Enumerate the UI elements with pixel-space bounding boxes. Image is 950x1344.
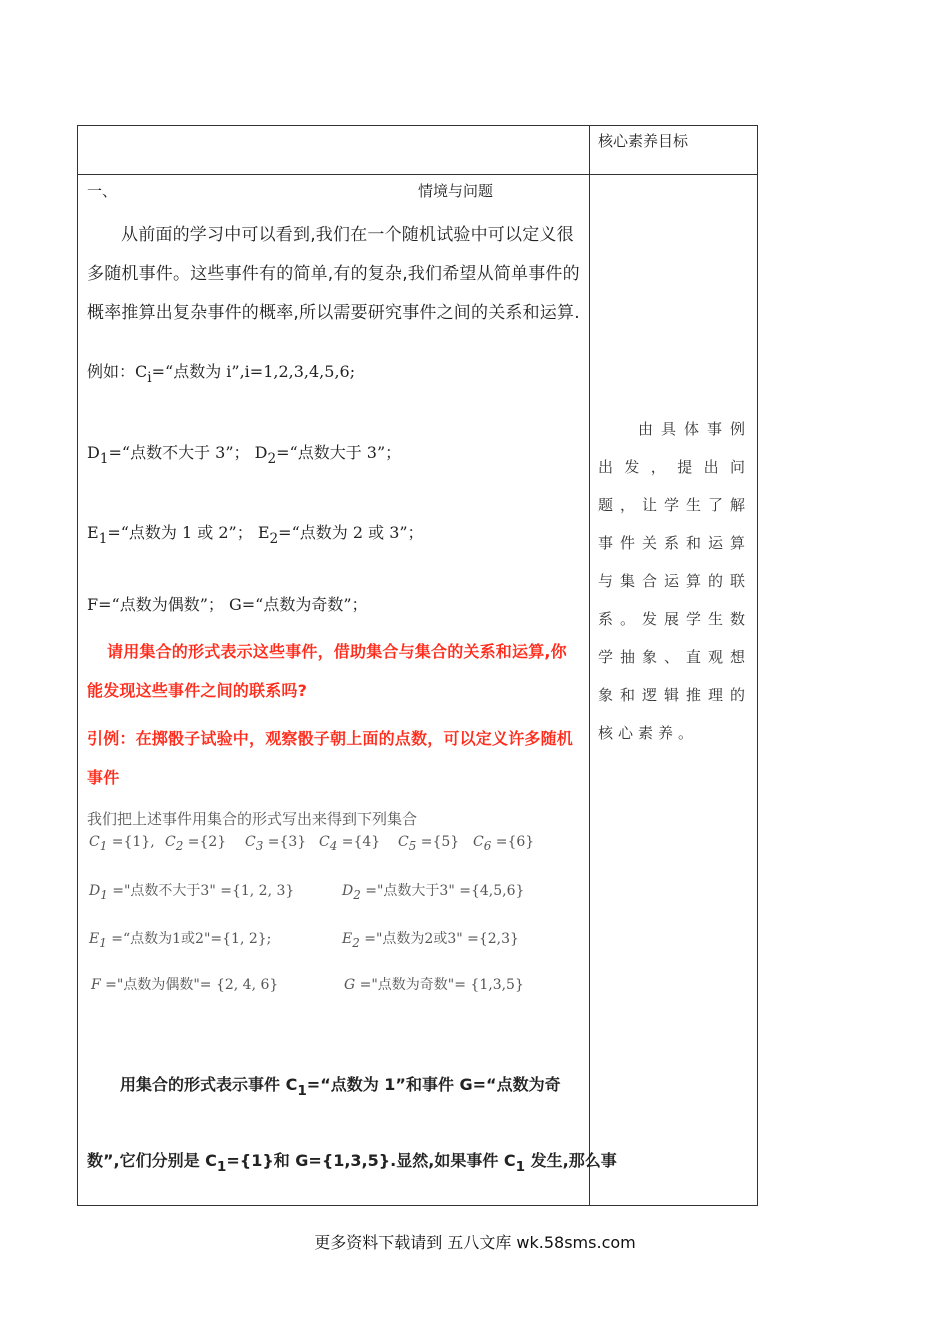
set-c5: $C_5 =\{5\}$ (398, 834, 460, 854)
side-note: 由具体事例出发，提出问题，让学生了解事件关系和运算与集合运算的联系。发展学生数学抽象、直观想象和逻辑推理的核心素养。 (598, 420, 750, 742)
example-fg: F=“点数为偶数”； G=“点数为奇数”； (87, 595, 368, 614)
column-divider (589, 126, 590, 1205)
core-literacy-goal-header: 核心素养目标 (598, 132, 689, 150)
set-c3: $C_3 =\{3\}$ (245, 834, 307, 854)
set-f: F ="点数为偶数"= {2, 4, 6} (91, 977, 279, 993)
lead-example-red: 引例：在掷骰子试验中，观察骰子朝上面的点数，可以定义许多随机事件 (87, 729, 574, 787)
example-e: $E_1=“$点数为 1 或 2”； $E_2=“$点数为 2 或 3”； (87, 523, 424, 547)
question-red: 请用集合的形式表示这些事件，借助集合与集合的关系和运算,你能发现这些事件之间的联系吗? (87, 642, 567, 700)
set-e2: $E_2$ ="点数为2或3" ={2,3} (342, 931, 519, 951)
set-d2: $D_2$ ="点数大于3" ={4,5,6} (342, 883, 525, 903)
set-c1: $C_1 =\{1\}$, (89, 834, 155, 854)
set-g: G ="点数为奇数"= {1,3,5} (344, 977, 524, 993)
intro-paragraph: 从前面的学习中可以看到,我们在一个随机试验中可以定义很多随机事件。这些事件有的简单,有的复杂,我们希望从简单事件的概率推算出复杂事件的概率,所以需要研究事件之间的关系和运算. (87, 225, 580, 323)
lesson-table (77, 125, 758, 1206)
footer-link-text: 更多资料下载请到 五八文库 wk.58sms.com (314, 1233, 636, 1252)
set-c6: $C_6 =\{6\}$ (473, 834, 535, 854)
set-c2: $C_2 =\{2\}$ (165, 834, 227, 854)
set-d1: $D_1$ ="点数不大于3" ={1, 2, 3} (89, 883, 295, 903)
bold-paragraph-line-2: 数”,它们分别是 $C_1=\{1\}$和 G={1,3,5}.显然,如果事件 $C_1$ 发生,那么事 (87, 1151, 617, 1175)
example-ci: 例如：$C_i=“$点数为 i”,i=1,2,3,4,5,6; (87, 362, 356, 386)
set-e1: $E_1$ =“点数为1或2"={1, 2}; (89, 931, 272, 951)
header-divider (78, 174, 757, 175)
set-c4: $C_4 =\{4\}$ (319, 834, 381, 854)
example-d: $D_1=“$点数不大于 3”； $D_2=“$点数大于 3”； (87, 443, 402, 467)
section-number: 一、 (87, 182, 118, 200)
section-title: 情境与问题 (418, 182, 494, 200)
sets-caption: 我们把上述事件用集合的形式写出来得到下列集合 (87, 810, 418, 828)
bold-paragraph-line-1: 用集合的形式表示事件 $C_1=“$点数为 1”和事件 G=“点数为奇 (120, 1075, 561, 1099)
